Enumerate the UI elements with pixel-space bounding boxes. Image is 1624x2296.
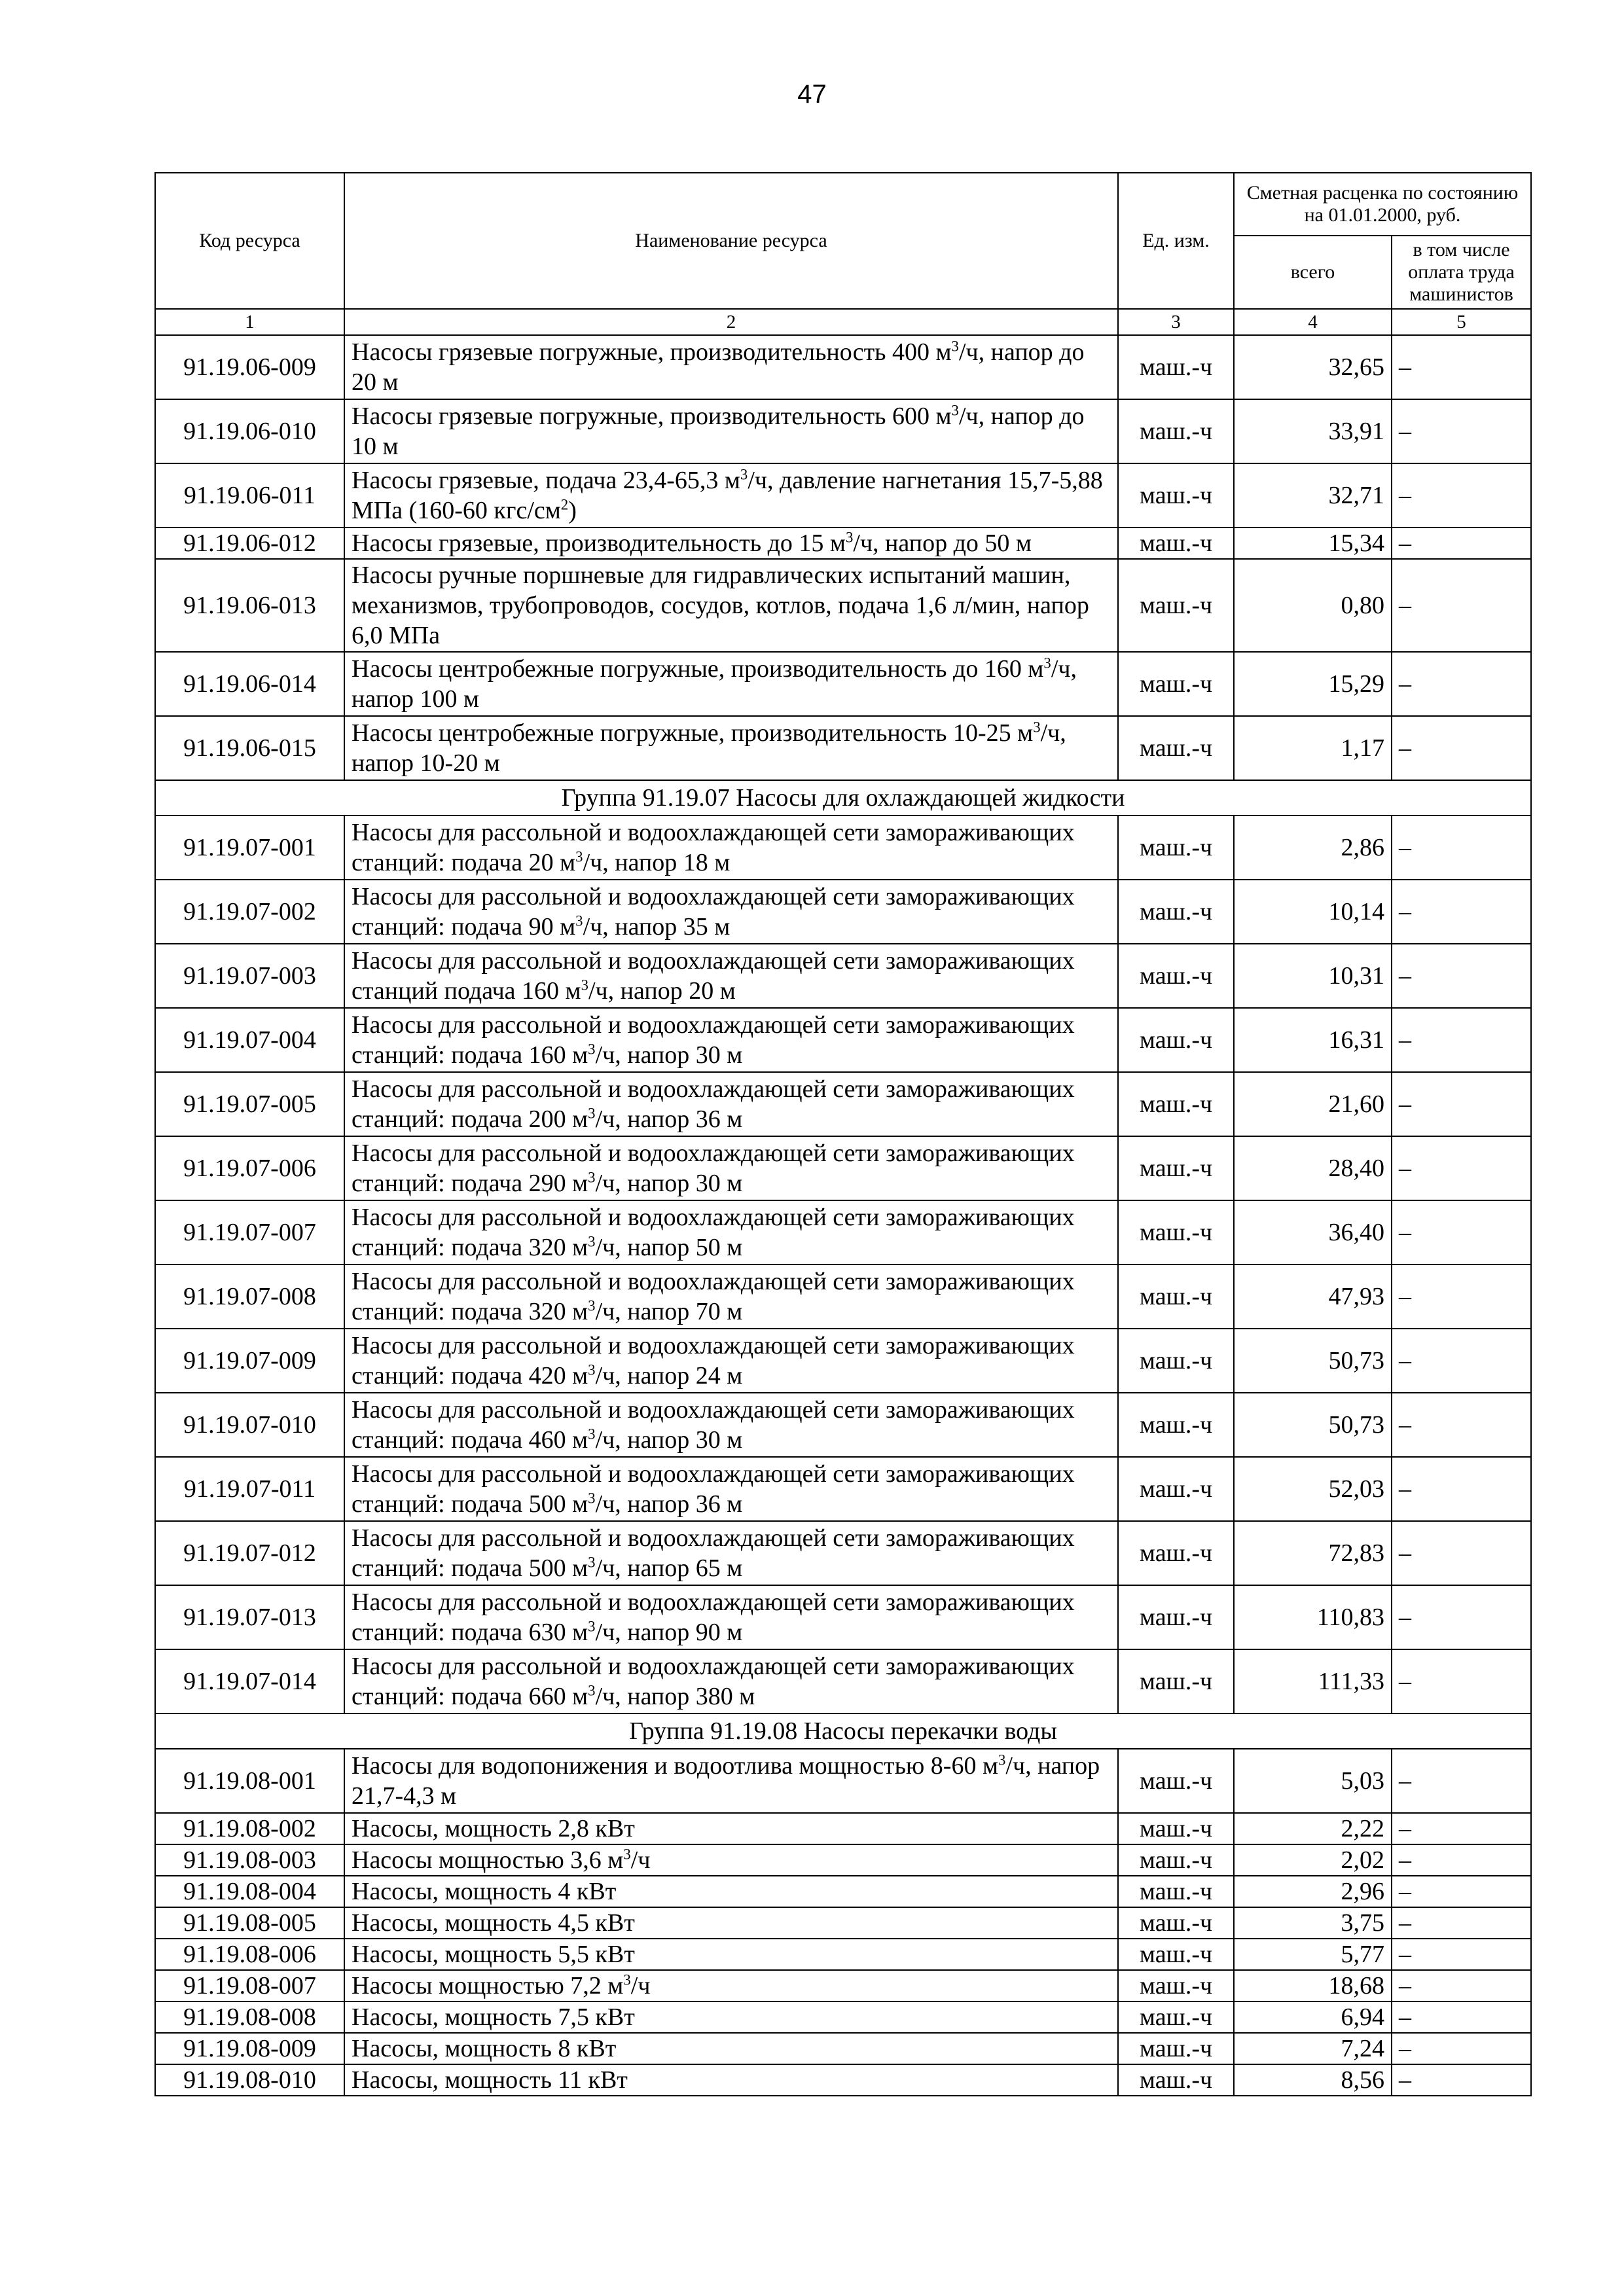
operator-labor-cost: –: [1392, 944, 1531, 1008]
resource-name: Насосы, мощность 4 кВт: [344, 1876, 1118, 1907]
table-row: [155, 1939, 1531, 1970]
unit-of-measure: маш.-ч: [1118, 1813, 1234, 1844]
operator-labor-cost: –: [1392, 1939, 1531, 1970]
operator-labor-cost: –: [1392, 816, 1531, 880]
resource-name: Насосы, мощность 8 кВт: [344, 2033, 1118, 2064]
resource-name: Насосы грязевые погружные, производительность 400 $м^3/ч$, напор до 20 м: [344, 335, 1118, 399]
total-price: 3,75: [1234, 1907, 1392, 1939]
unit-of-measure: маш.-ч: [1118, 528, 1234, 559]
operator-labor-cost: –: [1392, 652, 1531, 716]
resource-name: Насосы, мощность 11 кВт: [344, 2064, 1118, 2096]
resource-code: 91.19.08-001: [155, 1749, 344, 1813]
table-row: [155, 559, 1531, 652]
resource-code: 91.19.07-002: [155, 880, 344, 944]
operator-labor-cost: –: [1392, 1136, 1531, 1200]
table-row: [155, 1265, 1531, 1329]
unit-of-measure: маш.-ч: [1118, 944, 1234, 1008]
resource-code: 91.19.07-005: [155, 1072, 344, 1136]
resource-name: Насосы для рассольной и водоохлаждающей сети замораживающих станций: подача 420 $м^3/ч$, напор 24 м: [344, 1329, 1118, 1393]
resource-name: Насосы для рассольной и водоохлаждающей сети замораживающих станций: подача 500 $м^3/ч$, напор 65 м: [344, 1521, 1118, 1585]
table-row: [155, 1329, 1531, 1393]
total-price: 2,86: [1234, 816, 1392, 880]
resource-name: Насосы, мощность 2,8 кВт: [344, 1813, 1118, 1844]
unit-of-measure: маш.-ч: [1118, 1393, 1234, 1457]
operator-labor-cost: –: [1392, 1844, 1531, 1876]
unit-of-measure: маш.-ч: [1118, 1749, 1234, 1813]
table-row: [155, 816, 1531, 880]
resource-code: 91.19.07-006: [155, 1136, 344, 1200]
total-price: 32,71: [1234, 463, 1392, 528]
total-price: 18,68: [1234, 1970, 1392, 2001]
group-header-row: [155, 1713, 1531, 1749]
table-row: [155, 1393, 1531, 1457]
resource-name: Насосы для рассольной и водоохлаждающей сети замораживающих станций: подача 630 $м^3/ч$, напор 90 м: [344, 1585, 1118, 1649]
operator-labor-cost: –: [1392, 1813, 1531, 1844]
header-code: Код ресурса: [155, 173, 344, 309]
unit-of-measure: маш.-ч: [1118, 1457, 1234, 1521]
operator-labor-cost: –: [1392, 1876, 1531, 1907]
table-row: [155, 716, 1531, 780]
operator-labor-cost: –: [1392, 1749, 1531, 1813]
unit-of-measure: маш.-ч: [1118, 2064, 1234, 2096]
resource-code: 91.19.08-008: [155, 2001, 344, 2033]
table-row: [155, 1649, 1531, 1713]
total-price: 111,33: [1234, 1649, 1392, 1713]
table-row: [155, 1521, 1531, 1585]
table-row: [155, 1457, 1531, 1521]
unit-of-measure: маш.-ч: [1118, 1907, 1234, 1939]
unit-of-measure: маш.-ч: [1118, 1939, 1234, 1970]
resource-code: 91.19.08-010: [155, 2064, 344, 2096]
resource-code: 91.19.08-009: [155, 2033, 344, 2064]
operator-labor-cost: –: [1392, 335, 1531, 399]
unit-of-measure: маш.-ч: [1118, 880, 1234, 944]
table-row: [155, 1585, 1531, 1649]
resource-code: 91.19.06-015: [155, 716, 344, 780]
total-price: 5,77: [1234, 1939, 1392, 1970]
total-price: 2,22: [1234, 1813, 1392, 1844]
table-row: [155, 1008, 1531, 1072]
operator-labor-cost: –: [1392, 399, 1531, 463]
resource-name: Насосы для рассольной и водоохлаждающей сети замораживающих станций: подача 460 $м^3/ч$, напор 30 м: [344, 1393, 1118, 1457]
resource-name: Насосы для рассольной и водоохлаждающей сети замораживающих станций: подача 160 $м^3/ч$, напор 30 м: [344, 1008, 1118, 1072]
resource-code: 91.19.08-005: [155, 1907, 344, 1939]
resource-code: 91.19.06-012: [155, 528, 344, 559]
resource-code: 91.19.08-004: [155, 1876, 344, 1907]
unit-of-measure: маш.-ч: [1118, 1072, 1234, 1136]
resource-name: Насосы центробежные погружные, производительность до 160 $м^3/ч$, напор 100 м: [344, 652, 1118, 716]
operator-labor-cost: –: [1392, 559, 1531, 652]
unit-of-measure: маш.-ч: [1118, 1265, 1234, 1329]
total-price: 15,34: [1234, 528, 1392, 559]
unit-of-measure: маш.-ч: [1118, 1200, 1234, 1265]
resource-name: Насосы грязевые, подача 23,4-65,3 $м^3/ч$, давление нагнетания 15,7-5,88 МПа (160-60 кгс/$см^2$): [344, 463, 1118, 528]
resource-code: 91.19.06-013: [155, 559, 344, 652]
resource-code: 91.19.07-003: [155, 944, 344, 1008]
table-row: [155, 880, 1531, 944]
resource-code: 91.19.07-008: [155, 1265, 344, 1329]
operator-labor-cost: –: [1392, 1265, 1531, 1329]
operator-labor-cost: –: [1392, 463, 1531, 528]
table-row: [155, 652, 1531, 716]
resource-name: Насосы грязевые погружные, производительность 600 $м^3/ч$, напор до 10 м: [344, 399, 1118, 463]
resource-code: 91.19.08-006: [155, 1939, 344, 1970]
unit-of-measure: маш.-ч: [1118, 559, 1234, 652]
resource-name: Насосы мощностью 3,6 $м^3/ч$: [344, 1844, 1118, 1876]
resource-name: Насосы ручные поршневые для гидравлических испытаний машин, механизмов, трубопроводов, сосудов, котлов, подача 1,6 л/мин, напор 6,0 МПа: [344, 559, 1118, 652]
total-price: 47,93: [1234, 1265, 1392, 1329]
operator-labor-cost: –: [1392, 716, 1531, 780]
total-price: 5,03: [1234, 1749, 1392, 1813]
unit-of-measure: маш.-ч: [1118, 816, 1234, 880]
total-price: 10,31: [1234, 944, 1392, 1008]
total-price: 10,14: [1234, 880, 1392, 944]
resource-name: Насосы центробежные погружные, производительность 10-25 $м^3/ч$, напор 10-20 м: [344, 716, 1118, 780]
resource-code: 91.19.06-010: [155, 399, 344, 463]
table-row: [155, 1844, 1531, 1876]
resource-name: Насосы для водопонижения и водоотлива мощностью 8-60 $м^3/ч$, напор 21,7-4,3 м: [344, 1749, 1118, 1813]
group-header-row: [155, 780, 1531, 816]
operator-labor-cost: –: [1392, 1457, 1531, 1521]
total-price: 16,31: [1234, 1008, 1392, 1072]
resource-code: 91.19.06-009: [155, 335, 344, 399]
total-price: 50,73: [1234, 1393, 1392, 1457]
unit-of-measure: маш.-ч: [1118, 652, 1234, 716]
total-price: 33,91: [1234, 399, 1392, 463]
group-title: Группа 91.19.08 Насосы перекачки воды: [155, 1713, 1531, 1749]
resource-code: 91.19.08-007: [155, 1970, 344, 2001]
table-header: [155, 173, 1531, 335]
table-row: [155, 2064, 1531, 2096]
table-row: [155, 2033, 1531, 2064]
total-price: 8,56: [1234, 2064, 1392, 2096]
operator-labor-cost: –: [1392, 528, 1531, 559]
operator-labor-cost: –: [1392, 1649, 1531, 1713]
resource-code: 91.19.07-007: [155, 1200, 344, 1265]
unit-of-measure: маш.-ч: [1118, 1844, 1234, 1876]
resource-code: 91.19.06-014: [155, 652, 344, 716]
table-row: [155, 1907, 1531, 1939]
resource-name: Насосы для рассольной и водоохлаждающей сети замораживающих станций: подача 90 $м^3/ч$, напор 35 м: [344, 880, 1118, 944]
page-number: 47: [797, 80, 827, 109]
resource-code: 91.19.07-013: [155, 1585, 344, 1649]
resource-name: Насосы мощностью 7,2 $м^3/ч$: [344, 1970, 1118, 2001]
unit-of-measure: маш.-ч: [1118, 463, 1234, 528]
unit-of-measure: маш.-ч: [1118, 716, 1234, 780]
header-unit: Ед. изм.: [1118, 173, 1234, 309]
resource-name: Насосы, мощность 5,5 кВт: [344, 1939, 1118, 1970]
table-row: [155, 1876, 1531, 1907]
resource-name: Насосы грязевые, производительность до 15 $м^3/ч$, напор до 50 м: [344, 528, 1118, 559]
operator-labor-cost: –: [1392, 1970, 1531, 2001]
resource-code: 91.19.07-004: [155, 1008, 344, 1072]
unit-of-measure: маш.-ч: [1118, 399, 1234, 463]
unit-of-measure: маш.-ч: [1118, 1649, 1234, 1713]
resource-name: Насосы для рассольной и водоохлаждающей сети замораживающих станций: подача 20 $м^3/ч$, напор 18 м: [344, 816, 1118, 880]
col-number-5: 5: [1392, 309, 1531, 335]
table-row: [155, 944, 1531, 1008]
operator-labor-cost: –: [1392, 1008, 1531, 1072]
operator-labor-cost: –: [1392, 1907, 1531, 1939]
resource-code: 91.19.07-014: [155, 1649, 344, 1713]
unit-of-measure: маш.-ч: [1118, 1329, 1234, 1393]
table-row: [155, 1200, 1531, 1265]
total-price: 2,02: [1234, 1844, 1392, 1876]
col-number-2: 2: [344, 309, 1118, 335]
total-price: 1,17: [1234, 716, 1392, 780]
col-number-3: 3: [1118, 309, 1234, 335]
table-row: [155, 335, 1531, 399]
table-row: [155, 1136, 1531, 1200]
operator-labor-cost: –: [1392, 1585, 1531, 1649]
table-row: [155, 1970, 1531, 2001]
header-name: Наименование ресурса: [344, 173, 1118, 309]
resource-name: Насосы, мощность 4,5 кВт: [344, 1907, 1118, 1939]
table-row: [155, 463, 1531, 528]
total-price: 110,83: [1234, 1585, 1392, 1649]
total-price: 50,73: [1234, 1329, 1392, 1393]
header-price-group: Сметная расценка по состоянию на 01.01.2000, руб.: [1234, 173, 1531, 236]
resource-code: 91.19.07-001: [155, 816, 344, 880]
unit-of-measure: маш.-ч: [1118, 1876, 1234, 1907]
unit-of-measure: маш.-ч: [1118, 2033, 1234, 2064]
total-price: 28,40: [1234, 1136, 1392, 1200]
total-price: 32,65: [1234, 335, 1392, 399]
col-number-1: 1: [155, 309, 344, 335]
total-price: 36,40: [1234, 1200, 1392, 1265]
unit-of-measure: маш.-ч: [1118, 1585, 1234, 1649]
resource-name: Насосы для рассольной и водоохлаждающей сети замораживающих станций: подача 320 $м^3/ч$, напор 50 м: [344, 1200, 1118, 1265]
total-price: 15,29: [1234, 652, 1392, 716]
resource-name: Насосы для рассольной и водоохлаждающей сети замораживающих станций: подача 200 $м^3/ч$, напор 36 м: [344, 1072, 1118, 1136]
table-row: [155, 1072, 1531, 1136]
total-price: 21,60: [1234, 1072, 1392, 1136]
total-price: 2,96: [1234, 1876, 1392, 1907]
resource-code: 91.19.07-011: [155, 1457, 344, 1521]
unit-of-measure: маш.-ч: [1118, 2001, 1234, 2033]
operator-labor-cost: –: [1392, 1329, 1531, 1393]
resource-name: Насосы для рассольной и водоохлаждающей сети замораживающих станций: подача 290 $м^3/ч$, напор 30 м: [344, 1136, 1118, 1200]
operator-labor-cost: –: [1392, 1200, 1531, 1265]
header-labor: в том числе оплата труда машинистов: [1392, 236, 1531, 309]
table-row: [155, 399, 1531, 463]
resource-code: 91.19.07-009: [155, 1329, 344, 1393]
operator-labor-cost: –: [1392, 2001, 1531, 2033]
resource-table: [154, 172, 1532, 2096]
unit-of-measure: маш.-ч: [1118, 1136, 1234, 1200]
operator-labor-cost: –: [1392, 1393, 1531, 1457]
resource-code: 91.19.06-011: [155, 463, 344, 528]
resource-code: 91.19.08-002: [155, 1813, 344, 1844]
resource-code: 91.19.07-012: [155, 1521, 344, 1585]
resource-code: 91.19.07-010: [155, 1393, 344, 1457]
unit-of-measure: маш.-ч: [1118, 335, 1234, 399]
total-price: 6,94: [1234, 2001, 1392, 2033]
total-price: 0,80: [1234, 559, 1392, 652]
unit-of-measure: маш.-ч: [1118, 1970, 1234, 2001]
operator-labor-cost: –: [1392, 2033, 1531, 2064]
resource-name: Насосы для рассольной и водоохлаждающей сети замораживающих станций: подача 320 $м^3/ч$, напор 70 м: [344, 1265, 1118, 1329]
total-price: 72,83: [1234, 1521, 1392, 1585]
operator-labor-cost: –: [1392, 880, 1531, 944]
header-total: всего: [1234, 236, 1392, 309]
unit-of-measure: маш.-ч: [1118, 1008, 1234, 1072]
total-price: 52,03: [1234, 1457, 1392, 1521]
resource-name: Насосы, мощность 7,5 кВт: [344, 2001, 1118, 2033]
table-row: [155, 528, 1531, 559]
table-row: [155, 1813, 1531, 1844]
group-title: Группа 91.19.07 Насосы для охлаждающей жидкости: [155, 780, 1531, 816]
table-row: [155, 1749, 1531, 1813]
resource-name: Насосы для рассольной и водоохлаждающей сети замораживающих станций: подача 660 $м^3/ч$, напор 380 м: [344, 1649, 1118, 1713]
table-body: [155, 335, 1531, 2096]
table-row: [155, 2001, 1531, 2033]
resource-name: Насосы для рассольной и водоохлаждающей сети замораживающих станций подача 160 $м^3/ч$, напор 20 м: [344, 944, 1118, 1008]
unit-of-measure: маш.-ч: [1118, 1521, 1234, 1585]
resource-code: 91.19.08-003: [155, 1844, 344, 1876]
operator-labor-cost: –: [1392, 1072, 1531, 1136]
total-price: 7,24: [1234, 2033, 1392, 2064]
operator-labor-cost: –: [1392, 1521, 1531, 1585]
resource-name: Насосы для рассольной и водоохлаждающей сети замораживающих станций: подача 500 $м^3/ч$, напор 36 м: [344, 1457, 1118, 1521]
operator-labor-cost: –: [1392, 2064, 1531, 2096]
col-number-4: 4: [1234, 309, 1392, 335]
